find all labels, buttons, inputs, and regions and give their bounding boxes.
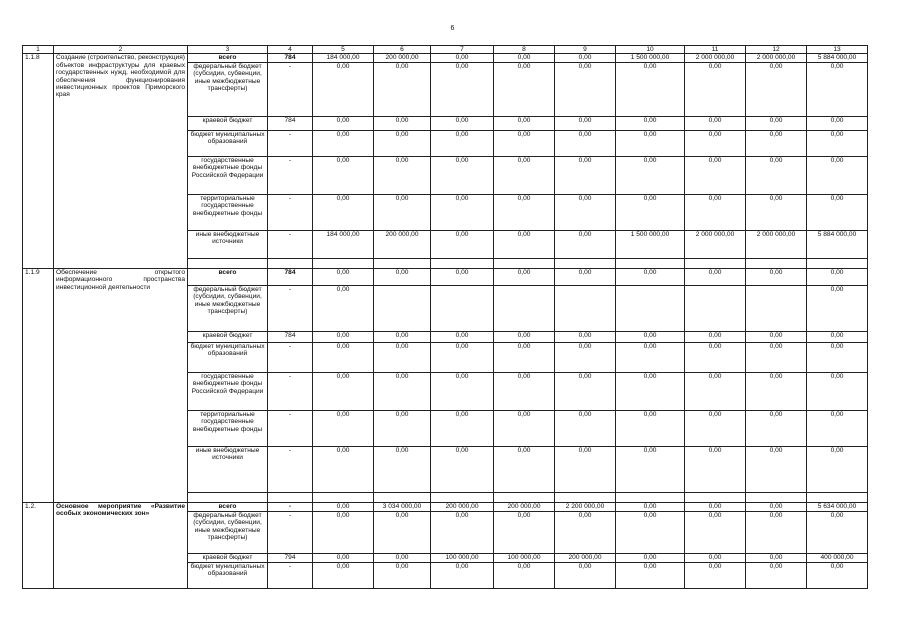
funding-source: краевой бюджет [188,116,268,130]
spacer-cell [188,258,268,268]
spacer-cell [555,492,616,502]
amount-cell: 0,00 [494,410,555,446]
column-number: 10 [616,46,685,54]
amount-cell: 0,00 [616,342,685,372]
amount-cell: 2 000 000,00 [746,230,807,258]
amount-cell: 0,00 [555,511,616,553]
funding-source: краевой бюджет [188,331,268,342]
column-number: 13 [807,46,868,54]
amount-cell: 0,00 [431,54,494,62]
amount-cell: 0,00 [746,342,807,372]
amount-cell: 0,00 [555,54,616,62]
amount-cell: 0,00 [746,562,807,588]
amount-cell: 0,00 [374,156,431,194]
table-row [23,268,868,285]
amount-cell: 0,00 [555,116,616,130]
amount-cell: 0,00 [807,116,868,130]
amount-cell [746,285,807,331]
amount-cell: 0,00 [746,410,807,446]
column-number: 9 [555,46,616,54]
amount-cell: 2 000 000,00 [685,230,746,258]
amount-cell: 0,00 [555,446,616,492]
amount-cell: 200 000,00 [494,502,555,511]
spacer-cell [374,492,431,502]
amount-cell: 0,00 [555,230,616,258]
amount-cell: 0,00 [494,230,555,258]
amount-cell: 0,00 [616,511,685,553]
amount-cell: 0,00 [431,342,494,372]
amount-cell: 0,00 [494,342,555,372]
funding-source: бюджет муниципальных образований [188,130,268,156]
amount-cell [555,285,616,331]
amount-cell: 0,00 [685,331,746,342]
column-number: 11 [685,46,746,54]
amount-cell: 0,00 [555,410,616,446]
amount-cell: 0,00 [555,130,616,156]
budget-code: - [268,446,313,492]
amount-cell: 0,00 [807,410,868,446]
funding-source: территориальные государственные внебюджетные фонды [188,194,268,230]
amount-cell: 0,00 [807,285,868,331]
amount-cell: 0,00 [494,562,555,588]
amount-cell: 0,00 [807,511,868,553]
amount-cell: 5 884 000,00 [807,54,868,62]
amount-cell: 0,00 [685,553,746,562]
amount-cell: 0,00 [313,372,374,410]
spacer-cell [313,258,374,268]
budget-code: - [268,62,313,116]
amount-cell: 0,00 [746,156,807,194]
spacer-cell [268,258,313,268]
item-name: Обеспечение открытого информационного пространства инвестиционной деятельности [54,268,188,502]
spacer-cell [494,492,555,502]
amount-cell: 1 500 000,00 [616,230,685,258]
amount-cell: 0,00 [431,410,494,446]
spacer-cell [685,258,746,268]
budget-table [22,45,868,589]
amount-cell: 0,00 [494,511,555,553]
amount-cell: 0,00 [494,156,555,194]
amount-cell: 0,00 [494,54,555,62]
amount-cell: 0,00 [807,342,868,372]
amount-cell: 0,00 [374,342,431,372]
spacer-cell [431,258,494,268]
amount-cell: 0,00 [685,116,746,130]
amount-cell: 0,00 [616,194,685,230]
spacer-cell [431,492,494,502]
spacer-cell [494,258,555,268]
amount-cell: 100 000,00 [494,553,555,562]
amount-cell: 0,00 [313,285,374,331]
column-number: 5 [313,46,374,54]
amount-cell: 200 000,00 [374,230,431,258]
amount-cell: 0,00 [431,268,494,285]
amount-cell: 184 000,00 [313,230,374,258]
amount-cell: 0,00 [616,331,685,342]
amount-cell: 0,00 [494,62,555,116]
amount-cell: 0,00 [685,342,746,372]
amount-cell: 0,00 [555,156,616,194]
amount-cell: 3 034 000,00 [374,502,431,511]
column-number: 12 [746,46,807,54]
spacer-cell [746,492,807,502]
amount-cell: 0,00 [555,194,616,230]
amount-cell: 0,00 [746,268,807,285]
amount-cell: 0,00 [685,410,746,446]
column-number: 7 [431,46,494,54]
amount-cell: 0,00 [431,194,494,230]
column-number: 1 [23,46,54,54]
amount-cell: 0,00 [746,130,807,156]
amount-cell: 0,00 [313,268,374,285]
budget-code: - [268,562,313,588]
amount-cell: 0,00 [374,511,431,553]
amount-cell: 0,00 [616,372,685,410]
amount-cell: 0,00 [313,130,374,156]
amount-cell: 0,00 [431,156,494,194]
amount-cell: 0,00 [374,446,431,492]
amount-cell: 200 000,00 [555,553,616,562]
amount-cell: 0,00 [374,410,431,446]
spacer-cell [616,258,685,268]
amount-cell: 0,00 [616,116,685,130]
budget-code: - [268,130,313,156]
amount-cell: 0,00 [807,194,868,230]
funding-source: иные внебюджетные источники [188,446,268,492]
amount-cell: 0,00 [807,156,868,194]
budget-code: - [268,511,313,553]
amount-cell [616,285,685,331]
amount-cell: 0,00 [313,194,374,230]
amount-cell: 0,00 [685,156,746,194]
amount-cell: 200 000,00 [431,502,494,511]
column-number: 2 [54,46,188,54]
amount-cell: 0,00 [616,410,685,446]
amount-cell: 0,00 [555,331,616,342]
amount-cell: 0,00 [374,372,431,410]
amount-cell: 0,00 [494,331,555,342]
funding-source: бюджет муниципальных образований [188,342,268,372]
column-number: 3 [188,46,268,54]
funding-source: федеральный бюджет (субсидии, субвенции, иные межбюджетные трансферты) [188,511,268,553]
budget-code: 784 [268,331,313,342]
amount-cell: 0,00 [555,342,616,372]
amount-cell: 0,00 [494,446,555,492]
spacer-cell [685,492,746,502]
amount-cell: 0,00 [494,116,555,130]
budget-code: - [268,230,313,258]
funding-source: краевой бюджет [188,553,268,562]
amount-cell: 0,00 [431,446,494,492]
page-number: 6 [450,25,455,32]
spacer-cell [807,492,868,502]
amount-cell: 0,00 [616,553,685,562]
amount-cell: 400 000,00 [807,553,868,562]
amount-cell: 0,00 [685,562,746,588]
amount-cell: 0,00 [746,446,807,492]
table-row [23,502,868,511]
amount-cell: 0,00 [807,130,868,156]
amount-cell: 0,00 [616,446,685,492]
funding-source: территориальные государственные внебюджетные фонды [188,410,268,446]
amount-cell: 0,00 [374,553,431,562]
amount-cell: 0,00 [431,511,494,553]
item-name: Создание (строительство, реконструкция) объектов инфраструктуры для краевых государственных нужд, необходимой для обеспечения функционирования инвестиционных проектов Приморского края [54,54,188,268]
spacer-cell [807,258,868,268]
amount-cell: 0,00 [746,331,807,342]
amount-cell: 0,00 [431,62,494,116]
amount-cell: 0,00 [494,372,555,410]
amount-cell: 0,00 [746,553,807,562]
amount-cell: 100 000,00 [431,553,494,562]
funding-source: государственные внебюджетные фонды Российской Федерации [188,372,268,410]
amount-cell: 2 000 000,00 [746,54,807,62]
amount-cell: 200 000,00 [374,54,431,62]
item-number: 1.1.9 [23,268,54,502]
amount-cell: 0,00 [431,331,494,342]
amount-cell: 0,00 [555,268,616,285]
amount-cell: 0,00 [555,562,616,588]
spacer-cell [616,492,685,502]
amount-cell: 0,00 [616,562,685,588]
amount-cell: 0,00 [555,62,616,116]
amount-cell: 0,00 [313,342,374,372]
amount-cell: 0,00 [313,331,374,342]
amount-cell: 0,00 [313,116,374,130]
budget-code: - [268,410,313,446]
amount-cell: 0,00 [431,230,494,258]
amount-cell: 0,00 [313,502,374,511]
amount-cell: 0,00 [685,194,746,230]
amount-cell: 0,00 [313,410,374,446]
amount-cell: 0,00 [431,372,494,410]
budget-code: - [268,285,313,331]
amount-cell: 0,00 [807,62,868,116]
amount-cell: 0,00 [374,130,431,156]
amount-cell: 0,00 [431,130,494,156]
funding-source: всего [188,54,268,62]
amount-cell: 0,00 [746,116,807,130]
column-number: 6 [374,46,431,54]
budget-code: - [268,194,313,230]
budget-code: - [268,502,313,511]
column-number: 4 [268,46,313,54]
amount-cell [431,285,494,331]
spacer-cell [374,258,431,268]
amount-cell: 0,00 [746,511,807,553]
amount-cell: 0,00 [374,194,431,230]
budget-code: - [268,156,313,194]
amount-cell: 0,00 [374,562,431,588]
amount-cell: 0,00 [313,62,374,116]
column-number-row [23,46,868,54]
budget-code: - [268,342,313,372]
budget-code: 794 [268,553,313,562]
funding-source: иные внебюджетные источники [188,230,268,258]
amount-cell: 0,00 [807,446,868,492]
amount-cell: 0,00 [494,194,555,230]
amount-cell: 0,00 [685,502,746,511]
amount-cell: 0,00 [685,62,746,116]
amount-cell: 0,00 [313,562,374,588]
funding-source: государственные внебюджетные фонды Российской Федерации [188,156,268,194]
spacer-cell [555,258,616,268]
amount-cell: 0,00 [374,268,431,285]
amount-cell: 0,00 [746,502,807,511]
table-row [23,54,868,62]
amount-cell: 0,00 [313,446,374,492]
amount-cell: 0,00 [431,116,494,130]
funding-source: федеральный бюджет (субсидии, субвенции, иные межбюджетные трансферты) [188,285,268,331]
funding-source: федеральный бюджет (субсидии, субвенции, иные межбюджетные трансферты) [188,62,268,116]
spacer-cell [268,492,313,502]
amount-cell: 0,00 [616,502,685,511]
amount-cell: 2 200 000,00 [555,502,616,511]
amount-cell: 0,00 [616,130,685,156]
amount-cell: 0,00 [555,372,616,410]
amount-cell: 0,00 [431,562,494,588]
amount-cell: 0,00 [685,446,746,492]
amount-cell: 0,00 [374,116,431,130]
column-number: 8 [494,46,555,54]
amount-cell: 0,00 [374,331,431,342]
item-name: Основное мероприятие «Развитие особых экономических зон» [54,502,188,588]
amount-cell: 0,00 [313,511,374,553]
funding-source: всего [188,268,268,285]
amount-cell [374,285,431,331]
spacer-cell [188,492,268,502]
amount-cell: 0,00 [313,156,374,194]
budget-code: - [268,372,313,410]
amount-cell: 0,00 [313,553,374,562]
amount-cell: 0,00 [685,511,746,553]
amount-cell: 0,00 [685,130,746,156]
spacer-cell [746,258,807,268]
amount-cell: 0,00 [746,194,807,230]
amount-cell: 0,00 [807,268,868,285]
amount-cell: 0,00 [616,156,685,194]
budget-code: 784 [268,54,313,62]
amount-cell: 0,00 [746,62,807,116]
funding-source: бюджет муниципальных образований [188,562,268,588]
amount-cell: 0,00 [807,562,868,588]
amount-cell: 0,00 [685,268,746,285]
item-number: 1.1.8 [23,54,54,268]
funding-source: всего [188,502,268,511]
amount-cell: 0,00 [616,268,685,285]
amount-cell: 0,00 [616,62,685,116]
amount-cell: 0,00 [807,331,868,342]
amount-cell: 2 000 000,00 [685,54,746,62]
amount-cell: 0,00 [494,130,555,156]
amount-cell: 0,00 [807,372,868,410]
amount-cell: 0,00 [374,62,431,116]
amount-cell: 0,00 [685,372,746,410]
item-number: 1.2. [23,502,54,588]
amount-cell: 0,00 [746,372,807,410]
spacer-cell [313,492,374,502]
amount-cell [494,285,555,331]
amount-cell: 1 500 000,00 [616,54,685,62]
budget-code: 784 [268,268,313,285]
budget-code: 784 [268,116,313,130]
amount-cell [685,285,746,331]
amount-cell: 5 634 000,00 [807,502,868,511]
amount-cell: 184 000,00 [313,54,374,62]
amount-cell: 5 884 000,00 [807,230,868,258]
amount-cell: 0,00 [494,268,555,285]
